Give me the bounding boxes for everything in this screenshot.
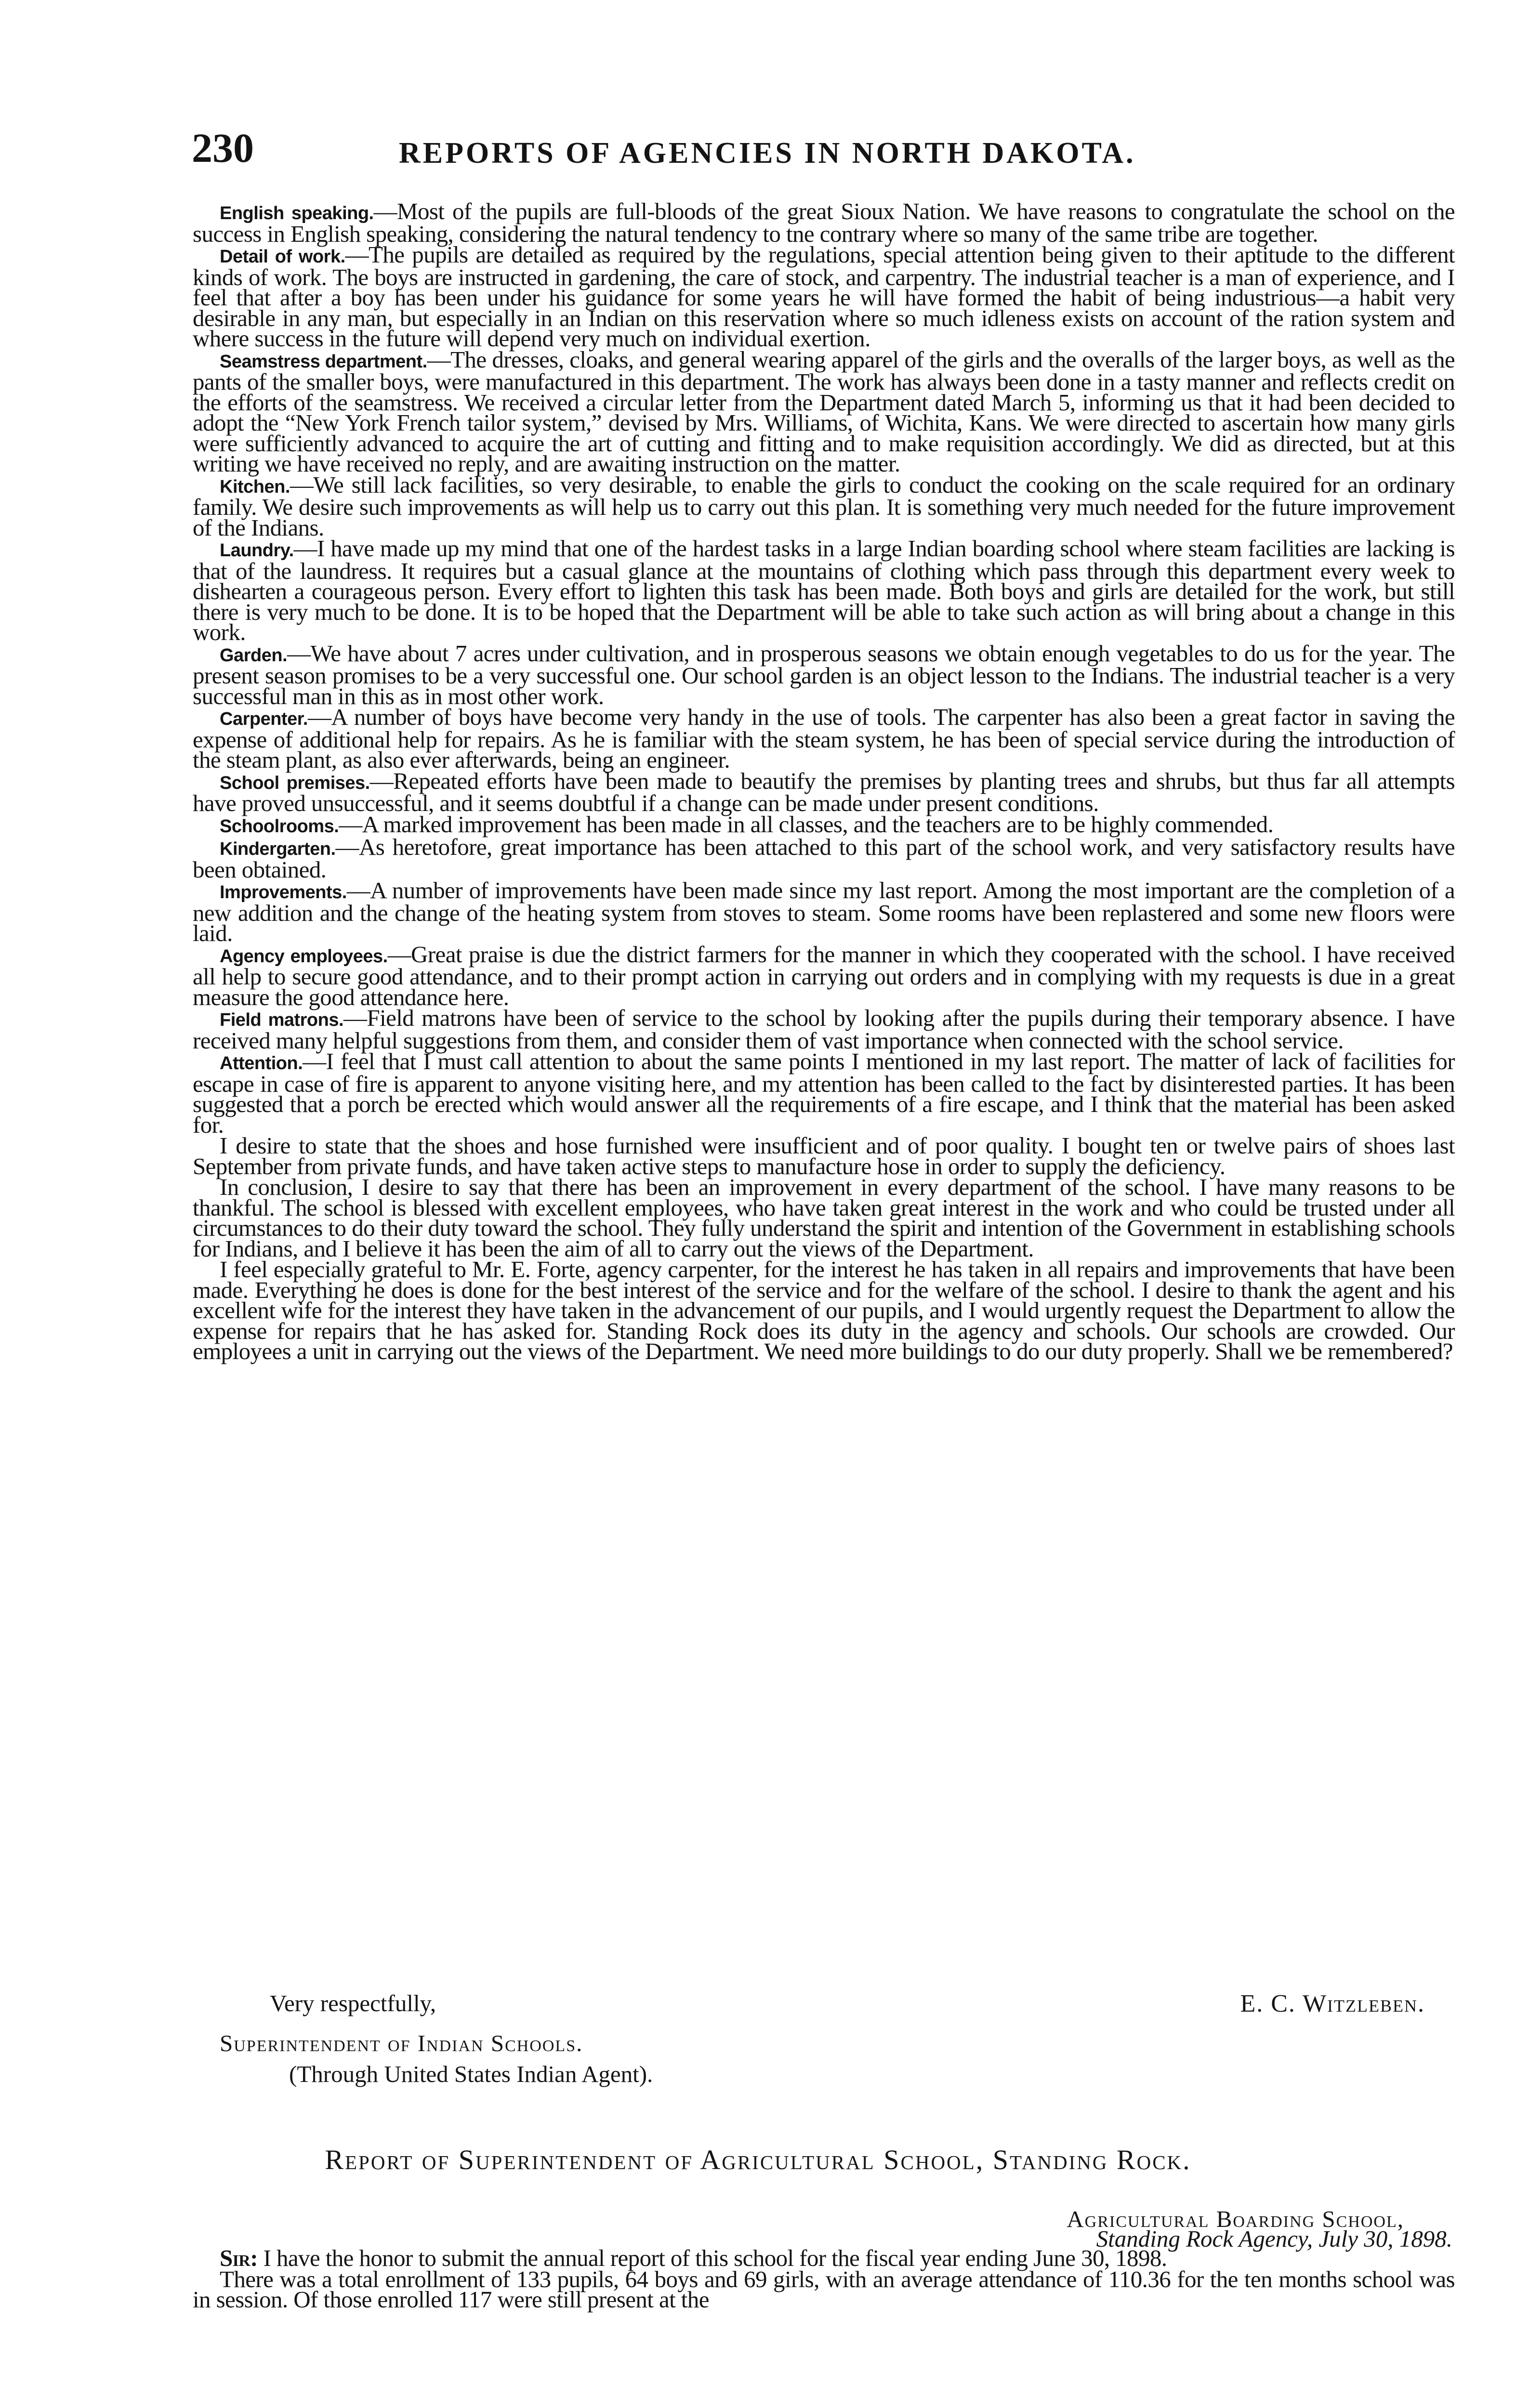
paragraph-text: —Field matrons have been of service to the school by looking after the pupils during their temporary absence. I have received many helpful suggestions from them, and consider them of vast importance when connected with the school service. <box>193 1005 1455 1054</box>
paragraph <box>193 1174 1455 1262</box>
section-lead: Agency employees. <box>220 946 388 967</box>
section-lead: Laundry. <box>220 540 294 561</box>
running-title: REPORTS OF AGENCIES IN NORTH DAKOTA. <box>399 137 1136 170</box>
paragraph <box>193 535 1455 645</box>
paragraph-text: —A number of boys have become very handy in the use of tools. The carpenter has also been a great factor in saving the expense of additional help for repairs. As he is familiar with the steam system, he has been of special service during the introduction of the steam plant, as also ever afterwards, being an engineer. <box>193 704 1455 773</box>
paragraph-text: —Most of the pupils are full-bloods of the great Sioux Nation. We have reasons to congratulate the school on the success in English speaking, considering the natural tendency to tne contrary where so many of the same tribe are together. <box>193 198 1455 247</box>
paragraph-text: —I have made up my mind that one of the hardest tasks in a large Indian boarding school where steam facilities are lacking is that of the laundress. It requires but a casual glance at the mountains of clothing which pass through this department every week to dishearten a courageous person. Every effort to lighten this task has been made. Both boys and girls are detailed for the work, but still there is very much to be done. It is to be hoped that the Department will be able to take such action as will bring about a change in this work. <box>193 535 1455 645</box>
closing-row <box>193 1989 1455 2017</box>
paragraph <box>193 1132 1455 1179</box>
paragraph <box>193 877 1455 946</box>
report-body <box>193 198 1455 1364</box>
dateline-place: Standing Rock Agency, July 30, 1898. <box>1096 2225 1452 2252</box>
paragraph-text: —Repeated efforts have been made to beautify the premises by planting trees and shrubs, but thus far all attempts have proved unsuccessful, and it seems doubtful if a change can be made under present conditions. <box>193 767 1455 816</box>
complimentary-close: Very respectfully, <box>270 1990 436 2016</box>
paragraph-text: There was a total enrollment of 133 pupils, 64 boys and 69 girls, with an average attendance of 110.36 for the ten months school was in session. Of those enrolled 117 were still present at the <box>193 2265 1455 2313</box>
page-header <box>192 121 1463 179</box>
paragraph-text: —The dresses, cloaks, and general wearing apparel of the girls and the overalls of the larger boys, as well as the pants of the smaller boys, were manufactured in this department. The work has always been done in a tasty manner and reflects credit on the efforts of the seamstress. We received a circular letter from the Department dated March 5, informing us that it had been decided to adopt the “New York French tailor system,” devised by Mrs. Williams, of Wichita, Kans. We were directed to ascertain how many girls were sufficiently advanced to acquire the art of cutting and fitting and to make requisition accordingly. We did as directed, but at this writing we have received no reply, and are awaiting instruction on the matter. <box>193 346 1455 477</box>
next-report-body <box>193 2245 1455 2313</box>
routing-note: (Through United States Indian Agent). <box>289 2061 653 2087</box>
paragraph <box>193 767 1455 816</box>
section-lead: Kitchen. <box>220 476 290 497</box>
section-lead: Field matrons. <box>220 1010 344 1030</box>
paragraph <box>193 941 1455 1010</box>
paragraph-text: I desire to state that the shoes and hose furnished were insufficient and of poor quality. I bought ten or twelve pairs of shoes last September from private funds, and have taken active steps to manufacture hose in order to supply the deficiency. <box>193 1132 1455 1179</box>
dateline-school: Agricultural Boarding School, <box>1067 2206 1404 2232</box>
signature: E. C. Witzleben. <box>1240 1990 1425 2017</box>
section-lead: Attention. <box>220 1053 303 1073</box>
paragraph <box>193 640 1455 709</box>
paragraph-text: —A marked improvement has been made in all classes, and the teachers are to be highly commended. <box>339 811 1274 838</box>
section-lead: Carpenter. <box>220 709 308 729</box>
section-lead: Kindergarten. <box>220 839 336 859</box>
section-lead: Improvements. <box>220 882 347 903</box>
paragraph <box>193 241 1455 352</box>
section-lead: Detail of work. <box>220 247 345 267</box>
paragraph-text: —I feel that I must call attention to about the same points I mentioned in my last report. The matter of lack of facilities for escape in case of fire is apparent to anyone visiting here, and my attention has been called to the fact by disinterested parties. It has been suggested that a porch be erected which would answer all the requirements of a fire escape, and I think that the material has been asked for. <box>193 1048 1455 1138</box>
page-number: 230 <box>192 125 254 171</box>
paragraph-text: —The pupils are detailed as required by the regulations, special attention being given to their aptitude to the different kinds of work. The boys are instructed in gardening, the care of stock, and carpentry. The industrial teacher is a man of experience, and I feel that after a boy has been under his guidance for some years he will have formed the habit of being industrious—a habit very desirable in any man, but especially in an Indian on this reservation where so much idleness exists on account of the ration system and where success in the future will depend very much on individual exertion. <box>193 241 1455 352</box>
paragraph <box>193 1005 1455 1054</box>
paragraph <box>193 1256 1455 1364</box>
paragraph <box>193 346 1455 477</box>
section-lead: Schoolrooms. <box>220 816 339 837</box>
paragraph-text: I have the honor to submit the annual report of this school for the fiscal year ending June 30, 1898. <box>263 2245 1167 2271</box>
paragraph-text: —We still lack facilities, so very desirable, to enable the girls to conduct the cooking on the scale required for an ordinary family. We desire such improvements as will help us to carry out this plan. It is something very much needed for the future improvement of the Indians. <box>193 471 1455 541</box>
section-lead: School premises. <box>220 772 370 793</box>
section-lead: Seamstress department. <box>220 351 427 372</box>
section-lead: Garden. <box>220 645 288 666</box>
salutation: Sir: <box>220 2245 258 2271</box>
paragraph-text: —As heretofore, great importance has been attached to this part of the school work, and very satisfactory results have been obtained. <box>193 834 1455 883</box>
paragraph-text: —Great praise is due the district farmers for the manner in which they cooperated with the school. I have received all help to secure good attendance, and to their prompt action in carrying out orders and in complying with my requests is due in a great measure the good attendance here. <box>193 941 1455 1010</box>
paragraph <box>193 704 1455 773</box>
next-report-heading: Report of Superintendent of Agricultural School, Standing Rock. <box>325 2144 1191 2175</box>
paragraph <box>193 2265 1455 2313</box>
paragraph-text: In conclusion, I desire to say that there has been an improvement in every department of the school. I have many reasons to be thankful. The school is blessed with excellent employees, who have taken great interest in the work and who could be trusted under all circumstances to do their duty toward the school. They fully understand the spirit and intention of the Government in establishing schools for Indians, and I believe it has been the aim of all to carry out the views of the Department. <box>193 1174 1455 1262</box>
paragraph-text: —We have about 7 acres under cultivation, and in prosperous seasons we obtain enough vegetables to do us for the year. The present season promises to be a very successful one. Our school garden is an object lesson to the Indians. The industrial teacher is a very successful man in this as in most other work. <box>193 640 1455 709</box>
paragraph <box>193 198 1455 247</box>
paragraph <box>193 834 1455 883</box>
section-lead: English speaking. <box>220 203 374 223</box>
paragraph-text: —A number of improvements have been made since my last report. Among the most important are the completion of a new addition and the change of the heating system from stoves to steam. Some rooms have been replastered and some new floors were laid. <box>193 877 1455 946</box>
signer-title: Superintendent of Indian Schools. <box>220 2030 583 2056</box>
paragraph <box>193 471 1455 541</box>
paragraph-text: I feel especially grateful to Mr. E. Forte, agency carpenter, for the interest he has taken in all repairs and improvements that have been made. Everything he does is done for the best interest of the service and for the welfare of the school. I desire to thank the agent and his excellent wife for the interest they have taken in the advancement of our pupils, and I would urgently request the Department to allow the expense for repairs that he has asked for. Standing Rock does its duty in the agency and schools. Our schools are crowded. Our employees a unit in carrying out the views of the Department. We need more buildings to do our duty properly. Shall we be remembered? <box>193 1256 1455 1364</box>
paragraph <box>193 1048 1455 1138</box>
